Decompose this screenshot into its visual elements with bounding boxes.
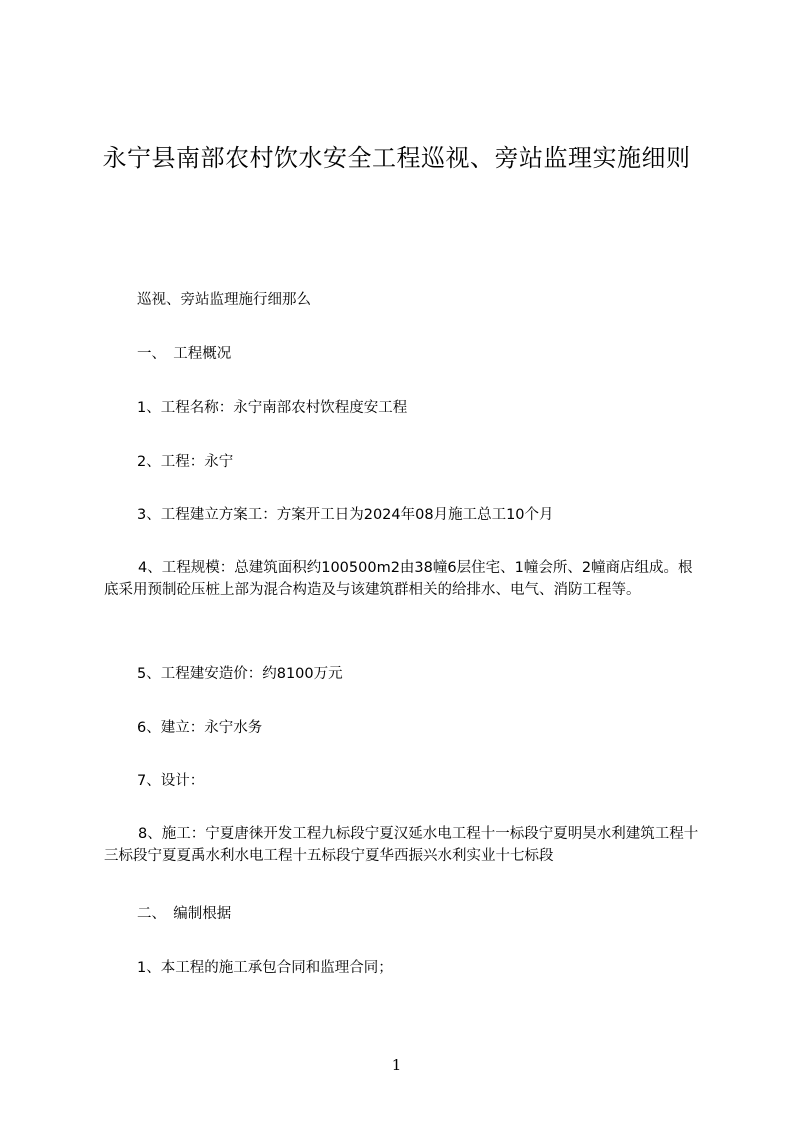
subtitle-paragraph: 巡视、旁站监理施行细那么 (137, 292, 311, 308)
section-heading-basis: 二、 编制根据 (137, 906, 232, 922)
paragraph-project-owner: 6、建立：永宁水务 (137, 720, 263, 736)
paragraph-project-scale: 4、工程规模：总建筑面积约100500m2由38幢6层住宅、1幢会所、2幢商店组成。根底采用预制砼压桩上部为混合构造及与该建筑群相关的给排水、电气、消防工程等。 (104, 560, 693, 598)
paragraph-project-location: 2、工程：永宁 (137, 454, 234, 470)
paragraph-basis-contract: 1、本工程的施工承包合同和监理合同； (137, 960, 393, 976)
paragraph-project-cost: 5、工程建安造价：约8100万元 (137, 666, 343, 682)
paragraph-project-design: 7、设计： (137, 773, 205, 789)
paragraph-project-construction: 8、施工：宁夏唐徕开发工程九标段宁夏汉延水电工程十一标段宁夏明昊水利建筑工程十三标段宁夏夏禹水利水电工程十五标段宁夏华西振兴水利实业十七标段 (104, 826, 699, 864)
document-title: 永宁县南部农村饮水安全工程巡视、旁站监理实施细则 (102, 144, 691, 172)
paragraph-project-schedule: 3、工程建立方案工：方案开工日为2024年08月施工总工10个月 (137, 507, 554, 523)
paragraph-project-name: 1、工程名称：永宁南部农村饮程度安工程 (137, 400, 408, 416)
page-number: 1 (391, 1056, 402, 1074)
section-heading-overview: 一、 工程概况 (137, 346, 232, 362)
